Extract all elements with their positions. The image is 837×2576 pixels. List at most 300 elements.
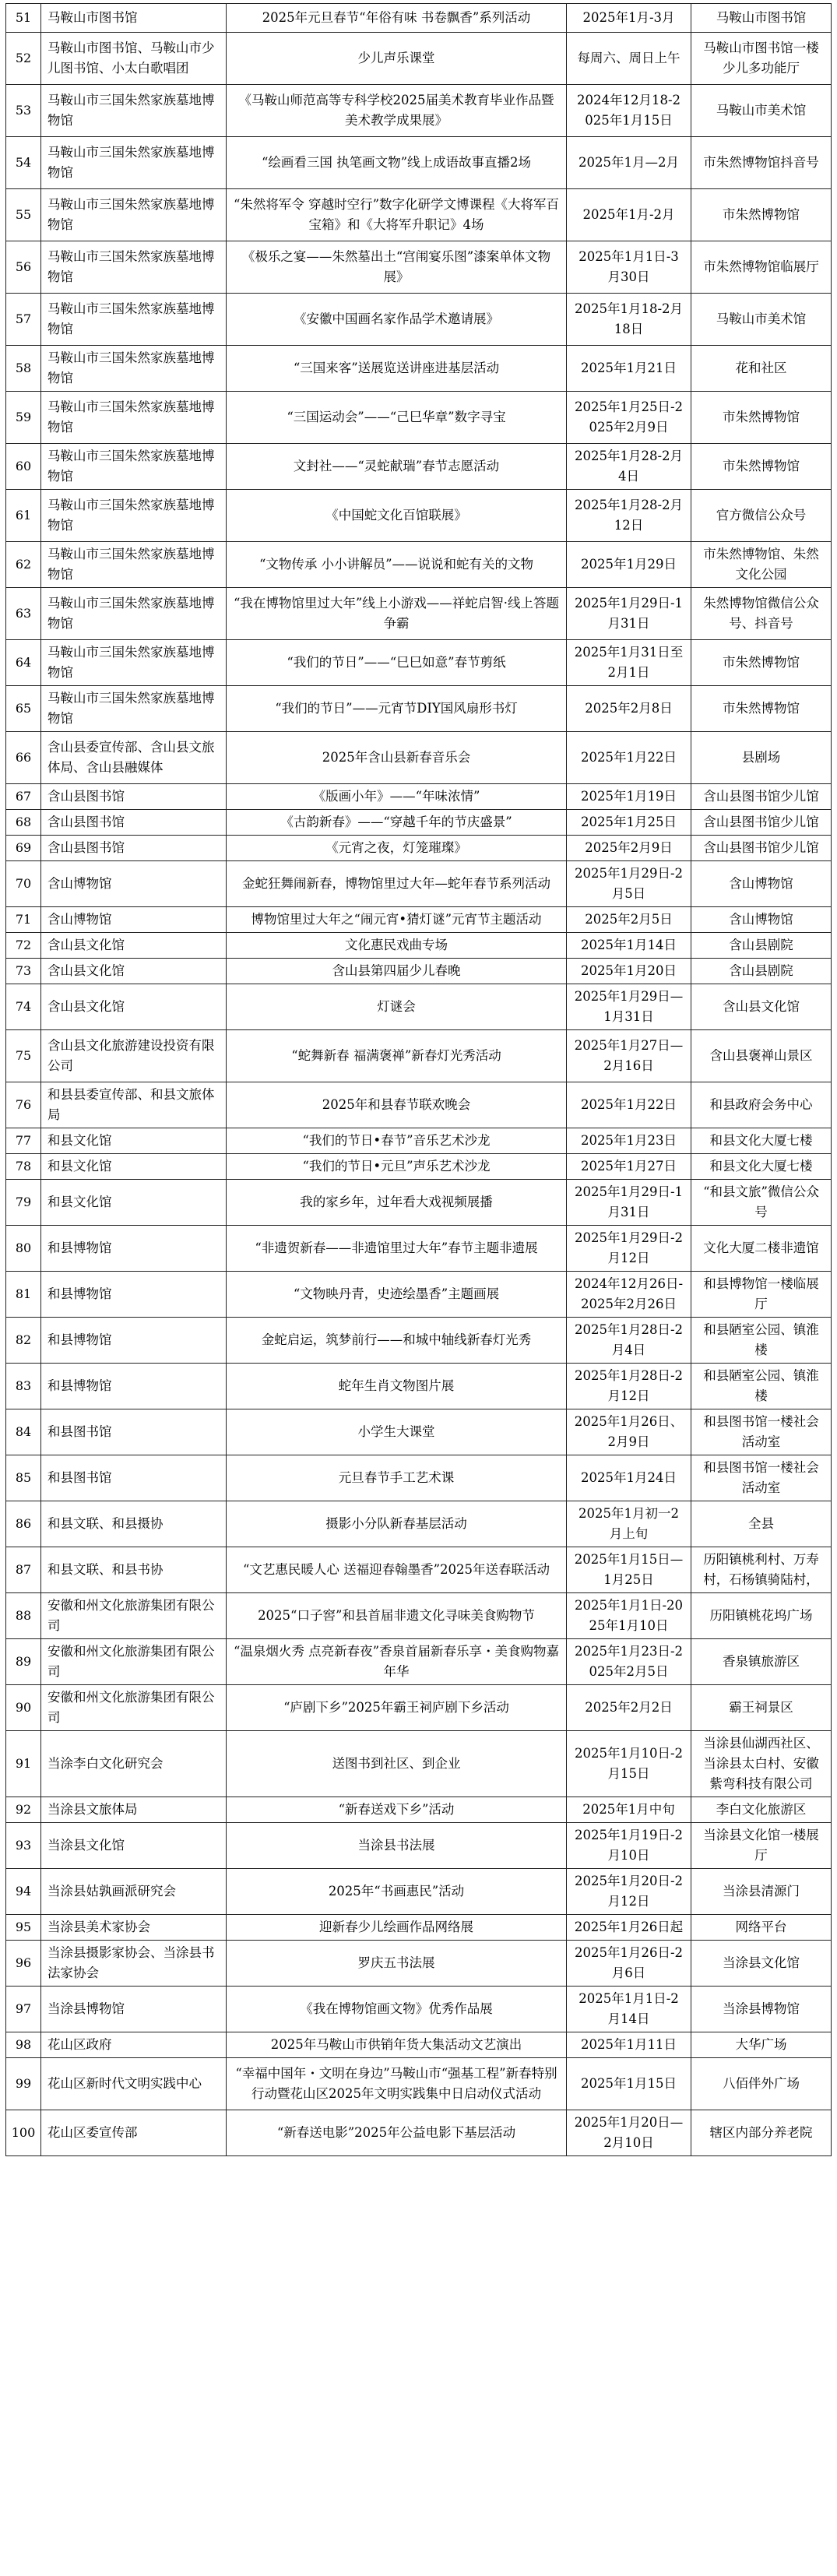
row-activity-name: “绘画看三国 执笔画文物”线上成语故事直播2场 [227, 137, 567, 189]
row-time: 2025年1月19日-2月10日 [567, 1823, 691, 1869]
row-time: 2025年1月10日-2月15日 [567, 1731, 691, 1797]
row-place: 网络平台 [691, 1915, 832, 1941]
row-organizer: 和县文化馆 [41, 1154, 227, 1180]
row-organizer: 和县图书馆 [41, 1455, 227, 1501]
row-place: 历阳镇桃花坞广场 [691, 1593, 832, 1639]
row-time: 2025年1月25日-2025年2月9日 [567, 392, 691, 444]
row-time: 2025年1月15日—1月25日 [567, 1547, 691, 1593]
table-row [6, 1455, 832, 1501]
row-activity-name: 含山县第四届少儿春晚 [227, 959, 567, 984]
row-place: 历阳镇桃利村、万寿村，石杨镇骑陆村， [691, 1547, 832, 1593]
table-row [6, 1180, 832, 1226]
row-organizer: 和县县委宣传部、和县文旅体局 [41, 1082, 227, 1128]
row-organizer: 马鞍山市三国朱然家族墓地博物馆 [41, 189, 227, 241]
table-row [6, 1030, 832, 1082]
row-time: 2025年1月26日-2月6日 [567, 1941, 691, 1987]
row-time: 2025年1月20日—2月10日 [567, 2110, 691, 2156]
row-number: 68 [6, 810, 41, 836]
row-organizer: 当涂县美术家协会 [41, 1915, 227, 1941]
row-activity-name: 罗庆五书法展 [227, 1941, 567, 1987]
row-place: 朱然博物馆微信公众号、抖音号 [691, 588, 832, 640]
table-row [6, 984, 832, 1030]
row-time: 2025年1月29日—1月31日 [567, 984, 691, 1030]
table-row [6, 1364, 832, 1409]
table-row [6, 1915, 832, 1941]
row-number: 89 [6, 1639, 41, 1685]
row-place: 当涂县文化馆 [691, 1941, 832, 1987]
row-number: 95 [6, 1915, 41, 1941]
row-activity-name: 送图书到社区、到企业 [227, 1731, 567, 1797]
row-number: 52 [6, 33, 41, 85]
row-number: 81 [6, 1272, 41, 1318]
row-number: 71 [6, 907, 41, 933]
row-time: 2025年1月15日 [567, 2058, 691, 2110]
row-number: 61 [6, 490, 41, 542]
row-organizer: 当涂李白文化研究会 [41, 1731, 227, 1797]
row-activity-name: 元旦春节手工艺术课 [227, 1455, 567, 1501]
row-organizer: 花山区委宣传部 [41, 2110, 227, 2156]
row-place: “和县文旅”微信公众号 [691, 1180, 832, 1226]
row-time: 2025年1月27日 [567, 1154, 691, 1180]
row-organizer: 马鞍山市三国朱然家族墓地博物馆 [41, 542, 227, 588]
row-activity-name: 《安徽中国画名家作品学术邀请展》 [227, 294, 567, 346]
row-time: 2025年1月26日起 [567, 1915, 691, 1941]
table-row [6, 189, 832, 241]
row-activity-name: 2025年含山县新春音乐会 [227, 732, 567, 784]
row-organizer: 马鞍山市三国朱然家族墓地博物馆 [41, 294, 227, 346]
row-organizer: 马鞍山市三国朱然家族墓地博物馆 [41, 392, 227, 444]
row-activity-name: 灯谜会 [227, 984, 567, 1030]
row-place: 县剧场 [691, 732, 832, 784]
row-number: 90 [6, 1685, 41, 1731]
row-number: 56 [6, 241, 41, 294]
row-organizer: 含山县委宣传部、含山县文旅体局、含山县融媒体 [41, 732, 227, 784]
table-row [6, 588, 832, 640]
row-time: 2025年1月18-2月18日 [567, 294, 691, 346]
row-number: 98 [6, 2032, 41, 2058]
row-activity-name: 《极乐之宴——朱然墓出土“宫闱宴乐图”漆案单体文物展》 [227, 241, 567, 294]
row-organizer: 含山县文化馆 [41, 959, 227, 984]
row-organizer: 含山县图书馆 [41, 810, 227, 836]
row-organizer: 当涂县博物馆 [41, 1987, 227, 2032]
row-organizer: 含山博物馆 [41, 907, 227, 933]
row-number: 51 [6, 4, 41, 33]
row-time: 2025年1月21日 [567, 346, 691, 392]
row-time: 2025年1月22日 [567, 732, 691, 784]
row-activity-name: 《古韵新春》——“穿越千年的节庆盛景” [227, 810, 567, 836]
table-row [6, 1593, 832, 1639]
row-time: 2025年1月-2月 [567, 189, 691, 241]
row-organizer: 安徽和州文化旅游集团有限公司 [41, 1593, 227, 1639]
row-number: 67 [6, 784, 41, 810]
table-row [6, 85, 832, 137]
row-activity-name: “新春送电影”2025年公益电影下基层活动 [227, 2110, 567, 2156]
row-organizer: 当涂县摄影家协会、当涂县书法家协会 [41, 1941, 227, 1987]
row-organizer: 花山区政府 [41, 2032, 227, 2058]
row-organizer: 安徽和州文化旅游集团有限公司 [41, 1639, 227, 1685]
row-number: 83 [6, 1364, 41, 1409]
table-row [6, 392, 832, 444]
row-number: 91 [6, 1731, 41, 1797]
table-row [6, 137, 832, 189]
row-number: 84 [6, 1409, 41, 1455]
row-number: 99 [6, 2058, 41, 2110]
row-organizer: 马鞍山市三国朱然家族墓地博物馆 [41, 640, 227, 686]
row-activity-name: 《版画小年》——“年味浓情” [227, 784, 567, 810]
row-place: 市朱然博物馆 [691, 640, 832, 686]
table-row [6, 33, 832, 85]
row-organizer: 当涂县姑孰画派研究会 [41, 1869, 227, 1915]
row-number: 62 [6, 542, 41, 588]
row-organizer: 马鞍山市三国朱然家族墓地博物馆 [41, 490, 227, 542]
table-row [6, 1226, 832, 1272]
row-number: 54 [6, 137, 41, 189]
row-time: 2025年1月-3月 [567, 4, 691, 33]
row-activity-name: “幸福中国年・文明在身边”马鞍山市“强基工程”新春特别行动暨花山区2025年文明实践集中日启动仪式活动 [227, 2058, 567, 2110]
row-number: 100 [6, 2110, 41, 2156]
row-activity-name: “文艺惠民暖人心 送福迎春翰墨香”2025年送春联活动 [227, 1547, 567, 1593]
row-organizer: 马鞍山市三国朱然家族墓地博物馆 [41, 686, 227, 732]
row-activity-name: “三国运动会”——“己巳华章”数字寻宝 [227, 392, 567, 444]
row-organizer: 和县博物馆 [41, 1318, 227, 1364]
row-activity-name: “我在博物馆里过大年”线上小游戏——祥蛇启智·线上答题争霸 [227, 588, 567, 640]
row-place: 含山县剧院 [691, 959, 832, 984]
row-time: 2024年12月26日-2025年2月26日 [567, 1272, 691, 1318]
table-row [6, 241, 832, 294]
row-organizer: 马鞍山市三国朱然家族墓地博物馆 [41, 85, 227, 137]
row-organizer: 马鞍山市三国朱然家族墓地博物馆 [41, 346, 227, 392]
row-time: 2025年1月初一2月上旬 [567, 1501, 691, 1547]
table-row [6, 640, 832, 686]
row-organizer: 和县博物馆 [41, 1364, 227, 1409]
row-time: 2025年1月1日-2025年1月10日 [567, 1593, 691, 1639]
row-place: 市朱然博物馆 [691, 444, 832, 490]
table-row [6, 1082, 832, 1128]
row-time: 每周六、周日上午 [567, 33, 691, 85]
row-place: 和县政府会务中心 [691, 1082, 832, 1128]
table-row [6, 836, 832, 861]
row-activity-name: 博物馆里过大年之“闹元宵•猜灯谜”元宵节主题活动 [227, 907, 567, 933]
row-time: 2025年1月1日-3月30日 [567, 241, 691, 294]
row-activity-name: 2025年马鞍山市供销年货大集活动文艺演出 [227, 2032, 567, 2058]
row-organizer: 和县文化馆 [41, 1128, 227, 1154]
row-time: 2025年1月29日-1月31日 [567, 588, 691, 640]
row-organizer: 含山县文化馆 [41, 984, 227, 1030]
row-place: 含山博物馆 [691, 861, 832, 907]
row-activity-name: “朱然将军令 穿越时空行”数字化研学文博课程《大将军百宝箱》和《大将军升职记》4场 [227, 189, 567, 241]
row-organizer: 和县文化馆 [41, 1180, 227, 1226]
row-time: 2025年2月5日 [567, 907, 691, 933]
row-time: 2025年1月29日-2月5日 [567, 861, 691, 907]
row-place: 霸王祠景区 [691, 1685, 832, 1731]
row-organizer: 含山县图书馆 [41, 836, 227, 861]
row-activity-name: “非遗贺新春——非遗馆里过大年”春节主题非遗展 [227, 1226, 567, 1272]
row-activity-name: 《中国蛇文化百馆联展》 [227, 490, 567, 542]
table-row [6, 444, 832, 490]
row-organizer: 马鞍山市三国朱然家族墓地博物馆 [41, 241, 227, 294]
row-activity-name: 文化惠民戏曲专场 [227, 933, 567, 959]
row-number: 74 [6, 984, 41, 1030]
row-time: 2025年1月—2月 [567, 137, 691, 189]
row-place: 李白文化旅游区 [691, 1797, 832, 1823]
row-number: 53 [6, 85, 41, 137]
table-row [6, 2032, 832, 2058]
row-activity-name: 金蛇狂舞闹新春，博物馆里过大年—蛇年春节系列活动 [227, 861, 567, 907]
row-organizer: 马鞍山市三国朱然家族墓地博物馆 [41, 137, 227, 189]
activity-table [5, 3, 832, 2156]
table-row [6, 1987, 832, 2032]
row-time: 2025年1月23日 [567, 1128, 691, 1154]
row-number: 82 [6, 1318, 41, 1364]
row-number: 69 [6, 836, 41, 861]
row-number: 59 [6, 392, 41, 444]
row-activity-name: 2025年“书画惠民”活动 [227, 1869, 567, 1915]
row-time: 2025年1月28-2月12日 [567, 490, 691, 542]
row-place: 市朱然博物馆 [691, 686, 832, 732]
row-organizer: 和县博物馆 [41, 1226, 227, 1272]
row-organizer: 当涂县文旅体局 [41, 1797, 227, 1823]
table-row [6, 2058, 832, 2110]
row-number: 93 [6, 1823, 41, 1869]
row-number: 80 [6, 1226, 41, 1272]
row-organizer: 花山区新时代文明实践中心 [41, 2058, 227, 2110]
table-row [6, 490, 832, 542]
row-activity-name: 《我在博物馆画文物》优秀作品展 [227, 1987, 567, 2032]
row-place: 和县博物馆一楼临展厅 [691, 1272, 832, 1318]
table-row [6, 1731, 832, 1797]
row-place: 市朱然博物馆临展厅 [691, 241, 832, 294]
row-time: 2025年1月27日—2月16日 [567, 1030, 691, 1082]
row-place: 辖区内部分养老院 [691, 2110, 832, 2156]
row-activity-name: 蛇年生肖文物图片展 [227, 1364, 567, 1409]
row-place: 和县陋室公园、镇淮楼 [691, 1318, 832, 1364]
row-place: 含山博物馆 [691, 907, 832, 933]
row-activity-name: “庐剧下乡”2025年霸王祠庐剧下乡活动 [227, 1685, 567, 1731]
row-organizer: 和县博物馆 [41, 1272, 227, 1318]
row-place: 和县图书馆一楼社会活动室 [691, 1409, 832, 1455]
row-number: 94 [6, 1869, 41, 1915]
row-organizer: 安徽和州文化旅游集团有限公司 [41, 1685, 227, 1731]
row-place: 当涂县清源门 [691, 1869, 832, 1915]
row-place: 香泉镇旅游区 [691, 1639, 832, 1685]
row-activity-name: 文封社——“灵蛇献瑞”春节志愿活动 [227, 444, 567, 490]
row-time: 2025年1月中旬 [567, 1797, 691, 1823]
row-place: 花和社区 [691, 346, 832, 392]
row-organizer: 马鞍山市三国朱然家族墓地博物馆 [41, 444, 227, 490]
table-row [6, 732, 832, 784]
table-row [6, 1869, 832, 1915]
row-place: 市朱然博物馆 [691, 189, 832, 241]
table-row [6, 1128, 832, 1154]
table-row [6, 1547, 832, 1593]
row-number: 70 [6, 861, 41, 907]
row-number: 96 [6, 1941, 41, 1987]
row-place: 和县文化大厦七楼 [691, 1128, 832, 1154]
row-place: 官方微信公众号 [691, 490, 832, 542]
row-place: 马鞍山市图书馆 [691, 4, 832, 33]
row-activity-name: 迎新春少儿绘画作品网络展 [227, 1915, 567, 1941]
row-time: 2025年1月29日 [567, 542, 691, 588]
row-organizer: 和县图书馆 [41, 1409, 227, 1455]
row-place: 八佰伴外广场 [691, 2058, 832, 2110]
row-time: 2025年1月11日 [567, 2032, 691, 2058]
row-organizer: 马鞍山市图书馆、马鞍山市少儿图书馆、小太白歌唱团 [41, 33, 227, 85]
row-number: 85 [6, 1455, 41, 1501]
row-number: 88 [6, 1593, 41, 1639]
row-number: 76 [6, 1082, 41, 1128]
row-time: 2025年1月20日 [567, 959, 691, 984]
row-place: 和县陋室公园、镇淮楼 [691, 1364, 832, 1409]
row-time: 2025年2月9日 [567, 836, 691, 861]
row-number: 58 [6, 346, 41, 392]
table-row [6, 542, 832, 588]
table-row [6, 933, 832, 959]
row-time: 2025年1月24日 [567, 1455, 691, 1501]
row-activity-name: 少儿声乐课堂 [227, 33, 567, 85]
row-time: 2025年1月29日-2月12日 [567, 1226, 691, 1272]
row-activity-name: 金蛇启运，筑梦前行——和城中轴线新春灯光秀 [227, 1318, 567, 1364]
row-number: 65 [6, 686, 41, 732]
row-number: 78 [6, 1154, 41, 1180]
row-organizer: 马鞍山市三国朱然家族墓地博物馆 [41, 588, 227, 640]
table-row [6, 1272, 832, 1318]
row-time: 2025年1月31日至2月1日 [567, 640, 691, 686]
row-number: 60 [6, 444, 41, 490]
table-row [6, 784, 832, 810]
row-activity-name: “我们的节日”——元宵节DIY国风扇形书灯 [227, 686, 567, 732]
row-number: 73 [6, 959, 41, 984]
row-number: 87 [6, 1547, 41, 1593]
table-row [6, 959, 832, 984]
row-time: 2025年2月8日 [567, 686, 691, 732]
row-time: 2025年1月28日-2月4日 [567, 1318, 691, 1364]
row-number: 63 [6, 588, 41, 640]
table-row [6, 1409, 832, 1455]
row-place: 当涂县博物馆 [691, 1987, 832, 2032]
row-number: 86 [6, 1501, 41, 1547]
row-time: 2025年1月19日 [567, 784, 691, 810]
row-time: 2025年1月14日 [567, 933, 691, 959]
row-activity-name: “文物传承 小小讲解员”——说说和蛇有关的文物 [227, 542, 567, 588]
row-activity-name: “蛇舞新春 福满褒禅”新春灯光秀活动 [227, 1030, 567, 1082]
row-place: 大华广场 [691, 2032, 832, 2058]
table-row [6, 861, 832, 907]
table-row [6, 810, 832, 836]
row-time: 2025年1月1日-2月14日 [567, 1987, 691, 2032]
row-place: 市朱然博物馆、朱然文化公园 [691, 542, 832, 588]
row-time: 2025年1月26日、2月9日 [567, 1409, 691, 1455]
row-place: 含山县图书馆少儿馆 [691, 836, 832, 861]
row-number: 66 [6, 732, 41, 784]
row-time: 2025年1月23日-2025年2月5日 [567, 1639, 691, 1685]
row-activity-name: “新春送戏下乡”活动 [227, 1797, 567, 1823]
table-row [6, 1797, 832, 1823]
table-row [6, 2110, 832, 2156]
activity-table-body [6, 4, 832, 2156]
row-activity-name: 当涂县书法展 [227, 1823, 567, 1869]
row-activity-name: “文物映丹青，史迹绘墨香”主题画展 [227, 1272, 567, 1318]
row-activity-name: “三国来客”送展览送讲座进基层活动 [227, 346, 567, 392]
row-number: 77 [6, 1128, 41, 1154]
row-activity-name: “温泉烟火秀 点亮新春夜”香泉首届新春乐享・美食购物嘉年华 [227, 1639, 567, 1685]
row-number: 79 [6, 1180, 41, 1226]
row-activity-name: 摄影小分队新春基层活动 [227, 1501, 567, 1547]
row-number: 75 [6, 1030, 41, 1082]
row-place: 和县文化大厦七楼 [691, 1154, 832, 1180]
table-row [6, 1685, 832, 1731]
row-time: 2025年1月28-2月4日 [567, 444, 691, 490]
row-place: 当涂县仙湖西社区、当涂县太白村、安徽紫弯科技有限公司 [691, 1731, 832, 1797]
row-activity-name: 2025年元旦春节“年俗有味 书卷飘香”系列活动 [227, 4, 567, 33]
row-number: 72 [6, 933, 41, 959]
table-row [6, 1823, 832, 1869]
row-time: 2025年1月28日-2月12日 [567, 1364, 691, 1409]
table-row [6, 1318, 832, 1364]
row-organizer: 含山县图书馆 [41, 784, 227, 810]
row-place: 马鞍山市美术馆 [691, 294, 832, 346]
row-time: 2025年1月25日 [567, 810, 691, 836]
row-time: 2025年1月29日-1月31日 [567, 1180, 691, 1226]
row-activity-name: “我们的节日•元旦”声乐艺术沙龙 [227, 1154, 567, 1180]
row-number: 57 [6, 294, 41, 346]
table-row [6, 1941, 832, 1987]
row-activity-name: 小学生大课堂 [227, 1409, 567, 1455]
row-number: 64 [6, 640, 41, 686]
table-row [6, 1639, 832, 1685]
table-row [6, 294, 832, 346]
table-row [6, 1501, 832, 1547]
row-place: 市朱然博物馆抖音号 [691, 137, 832, 189]
row-organizer: 当涂县文化馆 [41, 1823, 227, 1869]
row-activity-name: 《马鞍山师范高等专科学校2025届美术教育毕业作品暨美术教学成果展》 [227, 85, 567, 137]
row-place: 市朱然博物馆 [691, 392, 832, 444]
row-organizer: 含山县文化馆 [41, 933, 227, 959]
row-place: 马鞍山市图书馆一楼少儿多功能厅 [691, 33, 832, 85]
row-activity-name: 2025年和县春节联欢晚会 [227, 1082, 567, 1128]
row-number: 97 [6, 1987, 41, 2032]
row-place: 含山县图书馆少儿馆 [691, 784, 832, 810]
row-place: 含山县图书馆少儿馆 [691, 810, 832, 836]
row-organizer: 和县文联、和县书协 [41, 1547, 227, 1593]
table-row [6, 4, 832, 33]
row-place: 含山县文化馆 [691, 984, 832, 1030]
table-row [6, 1154, 832, 1180]
row-place: 和县图书馆一楼社会活动室 [691, 1455, 832, 1501]
row-activity-name: 2025“口子窖”和县首届非遗文化寻味美食购物节 [227, 1593, 567, 1639]
row-number: 55 [6, 189, 41, 241]
table-row [6, 907, 832, 933]
row-activity-name: 《元宵之夜，灯笼璀璨》 [227, 836, 567, 861]
table-row [6, 686, 832, 732]
table-row [6, 346, 832, 392]
row-organizer: 马鞍山市图书馆 [41, 4, 227, 33]
row-time: 2025年1月20日-2月12日 [567, 1869, 691, 1915]
row-place: 马鞍山市美术馆 [691, 85, 832, 137]
row-time: 2025年2月2日 [567, 1685, 691, 1731]
row-place: 全县 [691, 1501, 832, 1547]
row-activity-name: 我的家乡年，过年看大戏视频展播 [227, 1180, 567, 1226]
row-place: 含山县褒禅山景区 [691, 1030, 832, 1082]
row-activity-name: “我们的节日•春节”音乐艺术沙龙 [227, 1128, 567, 1154]
row-organizer: 含山县文化旅游建设投资有限公司 [41, 1030, 227, 1082]
row-place: 当涂县文化馆一楼展厅 [691, 1823, 832, 1869]
row-organizer: 和县文联、和县摄协 [41, 1501, 227, 1547]
row-activity-name: “我们的节日”——“巳巳如意”春节剪纸 [227, 640, 567, 686]
row-time: 2024年12月18-2025年1月15日 [567, 85, 691, 137]
row-number: 92 [6, 1797, 41, 1823]
row-place: 文化大厦二楼非遗馆 [691, 1226, 832, 1272]
row-organizer: 含山博物馆 [41, 861, 227, 907]
